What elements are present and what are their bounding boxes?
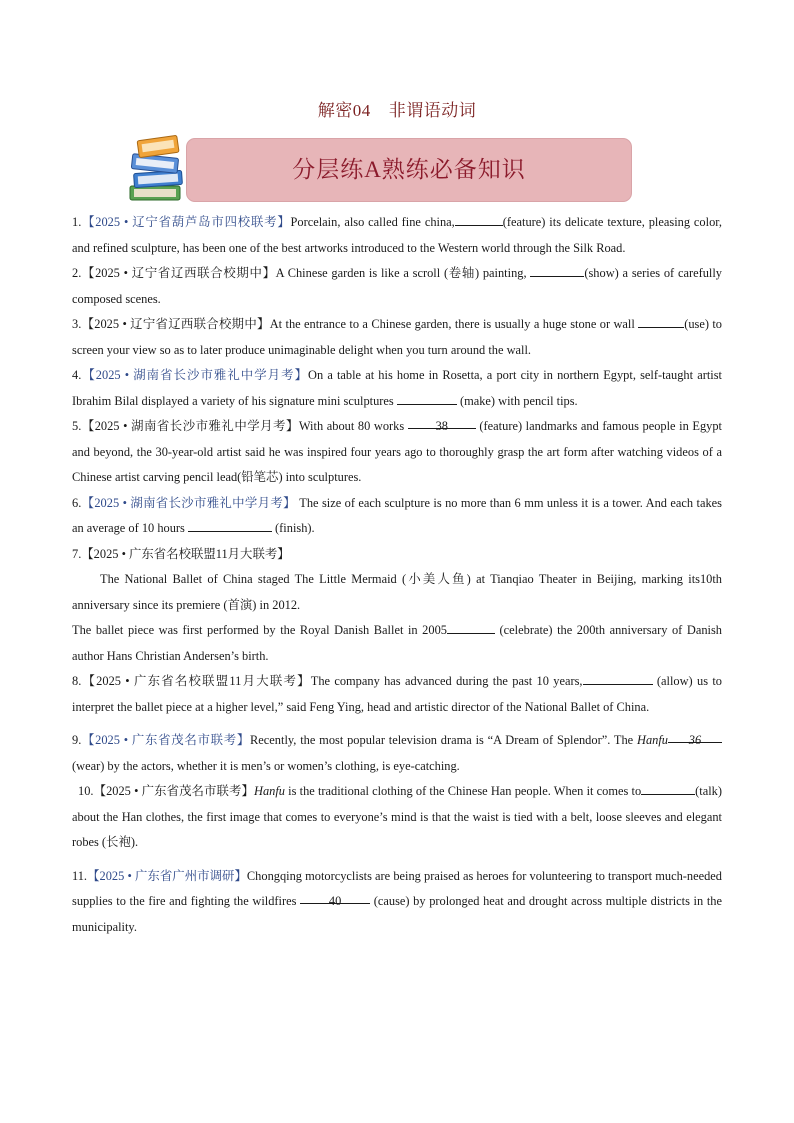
question-text: (talk) about the Han clothes, the first image that comes to everyone’s mind is that the waist is tied with a belt, loose sleeves and elegant robes (长袍). (72, 784, 722, 849)
question-number: 8. (72, 674, 82, 688)
question-source: 【2025 • 广东省茂名市联考】 (81, 733, 251, 747)
question-number: 2. (72, 266, 82, 280)
question-2 (72, 261, 722, 312)
spacer (72, 720, 722, 728)
question-text: Recently, the most popular television drama is “A Dream of Splendor”. The (250, 733, 637, 747)
question-text: At the entrance to a Chinese garden, there is usually a huge stone or wall (269, 317, 639, 331)
question-7 (72, 542, 722, 568)
question-source: 【2025 • 湖南省长沙市雅礼中学月考】 (81, 419, 299, 433)
question-text: (feature) landmarks and famous people in Egypt and beyond, the 30-year-old artist said he was inspired four years ago to thoroughly grasp the art form after watching videos of a Chinese artist carving pencil lead(铅笔芯) into sculptures. (72, 419, 722, 484)
question-source: 【2025 • 广东省名校联盟11月大联考】 (81, 546, 290, 561)
banner-text: 分层练A熟练必备知识 (292, 157, 526, 182)
answer-blank[interactable] (447, 619, 495, 634)
question-text: (feature) its delicate texture, pleasing color, and refined sculpture, has been one of the best artworks introduced to the Western world through the Silk Road. (72, 215, 722, 255)
question-text: (cause) by prolonged heat and drought across multiple districts in the municipality. (72, 894, 722, 934)
question-text: (celebrate) the 200th anniversary of Danish author Hans Christian Andersen’s birth. (72, 623, 722, 663)
question-text: The company has advanced during the past 10 years, (310, 674, 583, 688)
answer-blank[interactable] (641, 780, 695, 795)
italic-term: Hanfu (637, 733, 668, 747)
question-number: 5. (72, 419, 82, 433)
question-1 (72, 210, 722, 261)
question-5 (72, 414, 722, 491)
question-text: (wear) by the actors, whether it is men’s or women’s clothing, is eye-catching. (72, 758, 460, 773)
answer-blank[interactable] (530, 262, 584, 277)
question-3 (72, 312, 722, 363)
question-7-body (72, 618, 722, 669)
question-number: 3. (72, 317, 82, 331)
blank-number: 36 (688, 733, 702, 747)
question-text: (show) a series of carefully composed scenes. (72, 266, 722, 306)
question-text: (use) to screen your view so as to later produce unimaginable delight when you turn around the wall. (72, 317, 722, 357)
question-text: (allow) us to interpret the ballet piece at a higher level,” said Feng Ying, head and artistic director of the National Ballet of China. (72, 674, 722, 714)
page-title (0, 96, 794, 121)
answer-blank[interactable] (668, 728, 722, 747)
question-number: 11. (72, 868, 88, 883)
question-text: is the traditional clothing of the Chinese Han people. When it comes to (284, 784, 642, 798)
question-source: 【2025 • 广东省名校联盟11月大联考】 (81, 674, 311, 688)
answer-blank[interactable] (638, 313, 684, 328)
question-source: 【2025 • 广东省茂名市联考】 (93, 784, 254, 798)
question-number: 10. (78, 784, 94, 798)
question-text: The size of each sculpture is no more than 6 mm unless it is a tower. And each takes an average of 10 hours (72, 495, 722, 535)
question-text: With about 80 works (298, 419, 408, 433)
question-number: 9. (72, 733, 82, 747)
question-9 (72, 728, 722, 779)
question-source: 【2025 • 湖南省长沙市雅礼中学月考】 (81, 495, 296, 510)
question-source: 【2025 • 辽宁省辽西联合校期中】 (81, 317, 270, 331)
question-text: Chongqing motorcyclists are being praised as heroes for volunteering to transport much-needed supplies to the fire and fighting the wildfires (72, 868, 722, 908)
question-text: On a table at his home in Rosetta, a port city in northern Egypt, self-taught artist Ibrahim Bilal displayed a variety of his signature mini sculptures (72, 368, 722, 408)
title-left: 解密04 (317, 101, 371, 120)
question-text: The ballet piece was first performed by the Royal Danish Ballet in 2005 (72, 623, 447, 637)
answer-blank[interactable] (397, 390, 457, 405)
question-number: 7. (72, 546, 82, 561)
answer-blank[interactable] (188, 517, 272, 532)
blank-number: 38 (435, 419, 448, 433)
question-10 (72, 779, 722, 856)
books-stack-icon (124, 132, 188, 208)
question-6 (72, 491, 722, 542)
answer-blank[interactable] (408, 414, 476, 433)
question-4 (72, 363, 722, 414)
question-number: 6. (72, 495, 82, 510)
section-banner-wrap (124, 132, 634, 210)
italic-term: Hanfu (254, 784, 285, 798)
question-number: 1. (72, 215, 82, 229)
question-text: Porcelain, also called fine china, (290, 215, 455, 229)
question-7-paragraph: The National Ballet of China staged The Little Mermaid (小美人鱼) at Tianqiao Theater in Beijing, marking its10th anniversary since its premiere (首演) in 2012. (72, 572, 722, 612)
question-number: 4. (72, 368, 82, 382)
question-source: 【2025 • 广东省广州市调研】 (87, 868, 247, 883)
question-source: 【2025 • 辽宁省辽西联合校期中】 (81, 266, 276, 280)
section-banner (186, 138, 632, 202)
answer-blank[interactable] (300, 889, 370, 908)
spacer (72, 856, 722, 864)
answer-blank[interactable] (455, 211, 503, 226)
question-8 (72, 669, 722, 720)
blank-number: 40 (328, 894, 342, 908)
question-11 (72, 864, 722, 941)
question-source: 【2025 • 辽宁省葫芦岛市四校联考】 (81, 215, 291, 229)
question-text: (make) with pencil tips. (456, 393, 578, 408)
answer-blank[interactable] (583, 670, 653, 685)
title-right: 非谓语动词 (388, 101, 477, 120)
question-text: (finish). (271, 521, 315, 535)
question-source: 【2025 • 湖南省长沙市雅礼中学月考】 (81, 368, 309, 382)
question-list (72, 210, 722, 940)
question-text: A Chinese garden is like a scroll (卷轴) painting, (275, 266, 531, 280)
